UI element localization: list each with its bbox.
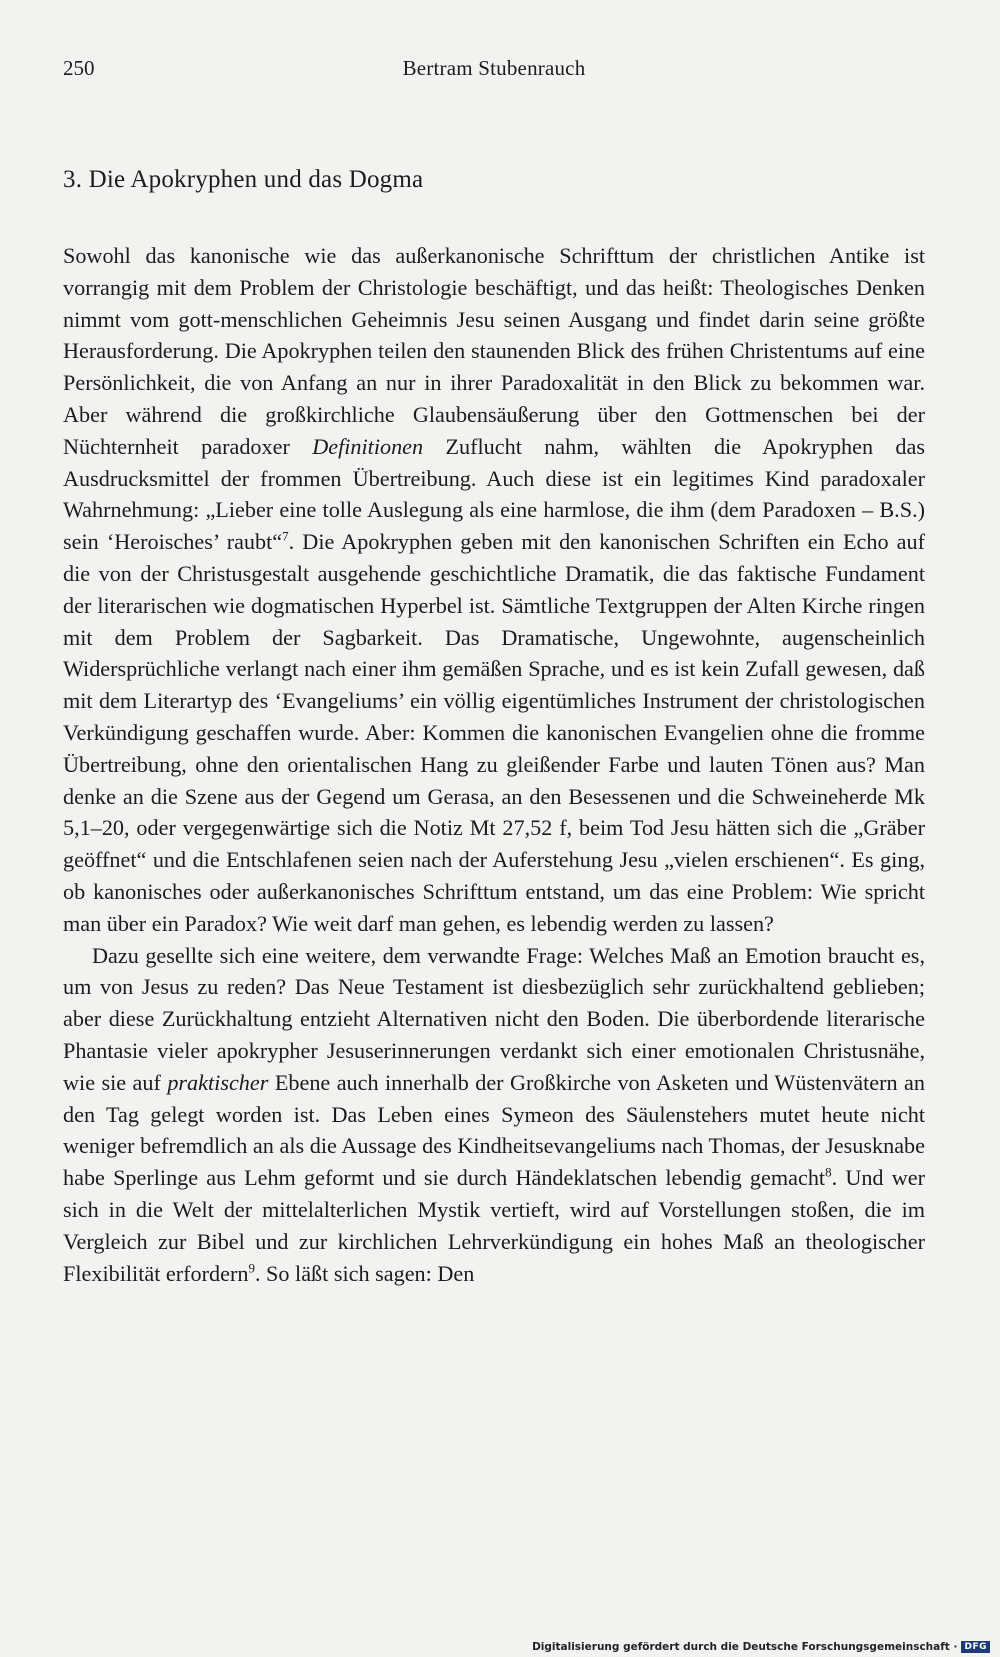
text-segment: Zuflucht nahm, wählten die Apokryphen das Ausdrucksmittel der frommen Übertreibung. Auch diese ist ein legitimes Kind paradoxaler Wahrnehmung: „Lieber eine tolle Auslegung als eine harmlose, die ihm (dem Paradoxen – B.S.) sein ‘Heroisches’ raubt“: [63, 433, 925, 555]
italic-emphasis: praktischer: [167, 1069, 269, 1095]
text-segment: . So läßt sich sagen: Den: [254, 1260, 475, 1286]
section-title: 3. Die Apokryphen und das Dogma: [63, 166, 424, 193]
running-header: [63, 56, 925, 86]
footnote-marker: 7: [282, 528, 289, 544]
digitization-credit: [532, 1641, 990, 1653]
paragraph: [63, 940, 925, 1290]
text-segment: Dazu gesellte sich eine weitere, dem verwandte Frage: Welches Maß an Emotion braucht es, um von Jesus zu reden? Das Neue Testament ist diesbezüglich sehr zurückhaltend geblieben; aber diese Zurückhaltung entzieht Alternativen nicht den Boden. Die überbordende literarische Phantasie vieler apokrypher Jesuserinnerungen verdankt sich einer emotionalen Christusnähe, wie sie auf: [63, 942, 925, 1095]
running-head-author: Bertram Stubenrauch: [402, 56, 586, 80]
footnote-marker: 8: [825, 1164, 832, 1180]
paragraph: [63, 240, 925, 940]
text-segment: Ebene auch innerhalb der Großkirche von Asketen und Wüstenvätern an den Tag gelegt worden ist. Das Leben eines Symeon des Säulenstehers mutet heute nicht weniger befremdlich an als die Aussage des Kindheitsevangeliums nach Thomas, der Jesusknabe habe Sperlinge aus Lehm geformt und sie durch Händeklatschen lebendig gemacht: [63, 1069, 925, 1191]
text-segment: Sowohl das kanonische wie das außerkanonische Schrifttum der christlichen Antike ist vorrangig mit dem Problem der Christologie beschäftigt, und das heißt: Theologisches Denken nimmt vom gott-menschlichen Geheimnis Jesu seinen Ausgang und findet darin seine größte Herausforderung. Die Apokryphen teilen den staunenden Blick des frühen Christentums auf eine Persönlichkeit, die von Anfang an nur in ihrer Paradoxalität in den Blick zu bekommen war. Aber während die großkirchliche Glaubensäußerung über den Gottmenschen bei der Nüchternheit paradoxer: [63, 243, 925, 459]
body-text: [63, 240, 925, 1289]
page-number: 250: [63, 56, 95, 80]
dfg-logo: DFG: [961, 1641, 990, 1653]
credit-text: Digitalisierung gefördert durch die Deutsche Forschungsgemeinschaft ·: [532, 1641, 958, 1653]
footnote-marker: 9: [248, 1260, 255, 1276]
text-segment: . Die Apokryphen geben mit den kanonischen Schriften ein Echo auf die von der Christusgestalt ausgehende geschichtliche Dramatik, die das faktische Fundament der literarischen wie dogmatischen Hyperbel ist. Sämtliche Textgruppen der Alten Kirche ringen mit dem Problem der Sagbarkeit. Das Dramatische, Ungewohnte, augenscheinlich Widersprüchliche verlangt nach einer ihm gemäßen Sprache, und es ist kein Zufall gewesen, daß mit dem Literartyp des ‘Evangeliums’ ein völlig eigentümliches Instrument der christologischen Verkündigung geschaffen wurde. Aber: Kommen die kanonischen Evangelien ohne die fromme Übertreibung, ohne den orientalischen Hang zu gleißender Farbe und lauten Tönen aus? Man denke an die Szene aus der Gegend um Gerasa, an den Besessenen und die Schweineherde Mk 5,1–20, oder vergegenwärtige sich die Notiz Mt 27,52 f, beim Tod Jesu hätten sich die „Gräber geöffnet“ und die Entschlafenen seien nach der Auferstehung Jesu „vielen erschienen“. Es ging, ob kanonisches oder außerkanonisches Schrifttum entstand, um das eine Problem: Wie spricht man über ein Paradox? Wie weit darf man gehen, es lebendig werden zu lassen?: [63, 529, 925, 936]
text-segment: . Und wer sich in die Welt der mittelalterlichen Mystik vertieft, wird auf Vorstellungen stoßen, die im Vergleich zur Bibel und zur kirchlichen Lehrverkündigung ein hohes Maß an theologischer Flexibilität erfordern: [63, 1165, 925, 1286]
italic-emphasis: Definitionen: [312, 433, 424, 459]
